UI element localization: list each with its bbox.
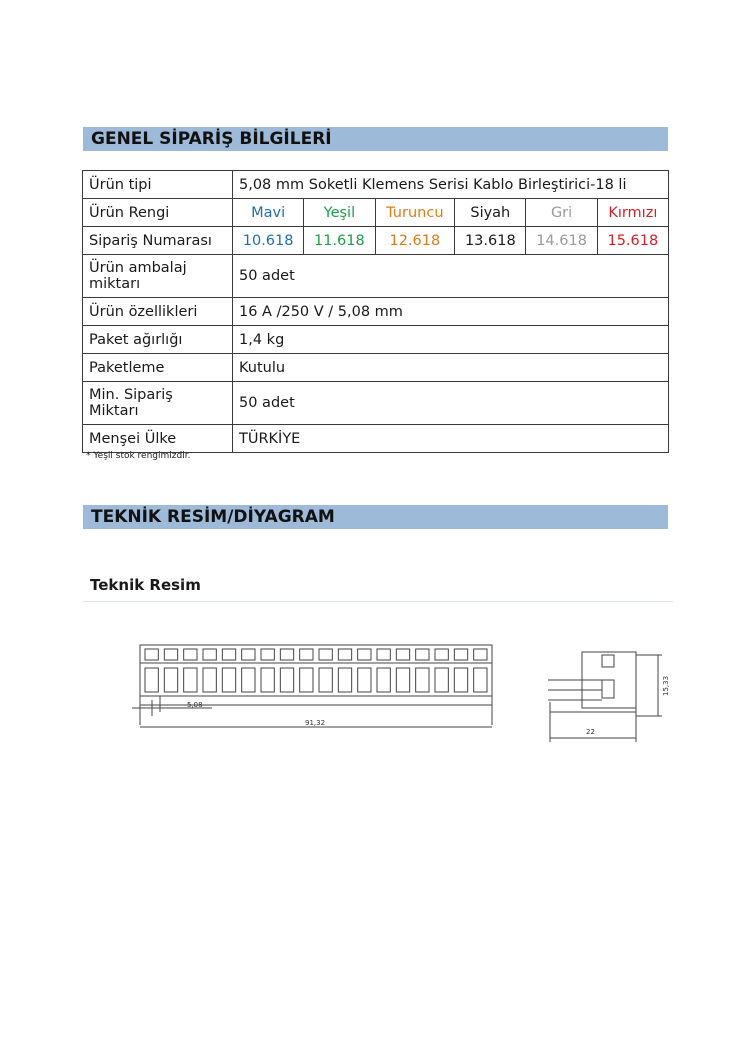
terminal-screw-slot <box>145 668 158 692</box>
terminal-screw-slot <box>338 668 351 692</box>
subtitle-divider <box>83 601 673 602</box>
row-label: Sipariş Numarası <box>83 227 233 255</box>
terminal-screw-slot <box>435 668 448 692</box>
terminal-top-slot <box>338 649 351 660</box>
terminal-screw-slot <box>474 668 487 692</box>
height-dimension-label: 15,33 <box>662 675 670 696</box>
color-name-black: Siyah <box>455 199 526 227</box>
order-code-gray: 14.618 <box>526 227 597 255</box>
table-row <box>83 227 669 255</box>
terminal-screw-slot <box>242 668 255 692</box>
package-weight-value: 1,4 kg <box>233 326 669 354</box>
section-title-technical-drawing: TEKNİK RESİM/DİYAGRAM <box>83 505 668 529</box>
color-name-gray: Gri <box>526 199 597 227</box>
packaging-value: Kutulu <box>233 354 669 382</box>
color-name-green: Yeşil <box>304 199 375 227</box>
color-name-orange: Turuncu <box>375 199 455 227</box>
technical-drawing <box>120 630 670 750</box>
table-row <box>83 171 669 199</box>
side-view-drawing <box>548 652 662 742</box>
table-row <box>83 425 669 453</box>
stock-color-note: * Yeşil stok rengimizdir. <box>86 451 191 461</box>
terminal-screw-slot <box>280 668 293 692</box>
terminal-top-slot <box>474 649 487 660</box>
terminal-top-slot <box>435 649 448 660</box>
pitch-dimension-label: 5,08 <box>187 701 203 709</box>
terminal-screw-slot <box>222 668 235 692</box>
front-view-drawing <box>132 645 492 727</box>
terminal-top-slot <box>242 649 255 660</box>
terminal-top-slot <box>300 649 313 660</box>
product-type-value: 5,08 mm Soketli Klemens Serisi Kablo Birleştirici-18 li <box>233 171 669 199</box>
length-dimension-label: 91,32 <box>305 719 326 727</box>
origin-country-value: TÜRKİYE <box>233 425 669 453</box>
depth-dimension-label: 22 <box>586 728 595 736</box>
row-label: Paketleme <box>83 354 233 382</box>
table-row <box>83 298 669 326</box>
color-name-blue: Mavi <box>233 199 304 227</box>
terminal-screw-slot <box>319 668 332 692</box>
row-label: Paket ağırlığı <box>83 326 233 354</box>
order-info-table <box>82 170 669 453</box>
terminal-top-slot <box>184 649 197 660</box>
terminal-top-slot <box>454 649 467 660</box>
order-code-red: 15.618 <box>597 227 668 255</box>
terminal-screw-slot <box>416 668 429 692</box>
terminal-screw-slot <box>184 668 197 692</box>
product-features-value: 16 A /250 V / 5,08 mm <box>233 298 669 326</box>
row-label: Ürün Rengi <box>83 199 233 227</box>
terminal-top-slot <box>222 649 235 660</box>
terminal-top-slot <box>261 649 274 660</box>
section-title-order-info: GENEL SİPARİŞ BİLGİLERİ <box>83 127 668 151</box>
order-code-orange: 12.618 <box>375 227 455 255</box>
row-label: Ürün özellikleri <box>83 298 233 326</box>
terminal-screw-slot <box>454 668 467 692</box>
terminal-top-slot <box>164 649 177 660</box>
table-row <box>83 354 669 382</box>
terminal-screw-slot <box>358 668 371 692</box>
order-code-green: 11.618 <box>304 227 375 255</box>
row-label: Ürün tipi <box>83 171 233 199</box>
terminal-screw-slot <box>396 668 409 692</box>
terminal-top-slot <box>319 649 332 660</box>
terminal-top-slot <box>145 649 158 660</box>
order-code-black: 13.618 <box>455 227 526 255</box>
min-order-value: 50 adet <box>233 382 669 425</box>
technical-drawing-subtitle: Teknik Resim <box>90 576 201 594</box>
color-name-red: Kırmızı <box>597 199 668 227</box>
terminal-screw-slot <box>164 668 177 692</box>
terminal-top-slot <box>396 649 409 660</box>
row-label: Menşei Ülke <box>83 425 233 453</box>
terminal-screw-slot <box>203 668 216 692</box>
row-label: Ürün ambalaj miktarı <box>83 255 233 298</box>
terminal-top-slot <box>280 649 293 660</box>
terminal-top-slot <box>377 649 390 660</box>
package-quantity-value: 50 adet <box>233 255 669 298</box>
terminal-top-slot <box>416 649 429 660</box>
table-row <box>83 326 669 354</box>
terminal-top-slot <box>203 649 216 660</box>
table-row <box>83 255 669 298</box>
order-code-blue: 10.618 <box>233 227 304 255</box>
table-row <box>83 199 669 227</box>
terminal-screw-slot <box>300 668 313 692</box>
row-label: Min. Sipariş Miktarı <box>83 382 233 425</box>
terminal-screw-slot <box>377 668 390 692</box>
terminal-top-slot <box>358 649 371 660</box>
table-row <box>83 382 669 425</box>
terminal-screw-slot <box>261 668 274 692</box>
